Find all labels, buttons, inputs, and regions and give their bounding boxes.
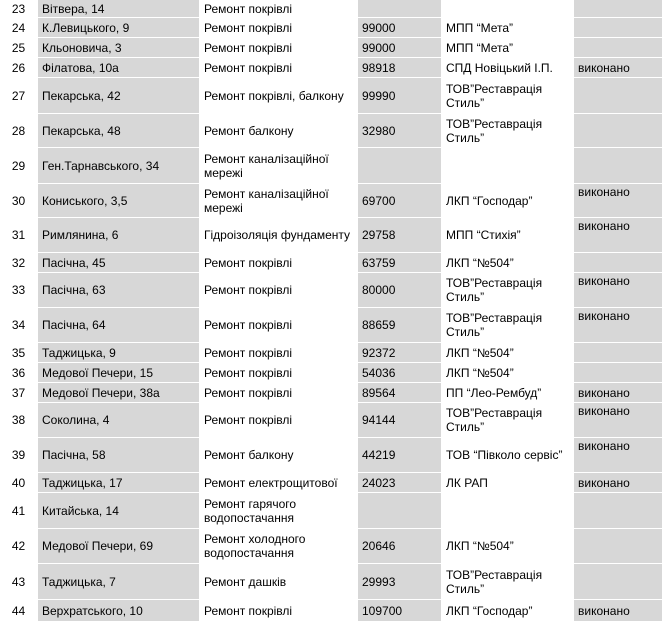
address-cell: Китайська, 14 xyxy=(38,493,200,529)
row-number: 43 xyxy=(0,564,38,600)
status-cell: виконано xyxy=(574,184,662,218)
work-type-cell: Ремонт покрівлі xyxy=(200,363,358,383)
table-row xyxy=(0,493,662,529)
amount-cell: 29993 xyxy=(358,564,442,600)
contractor-cell xyxy=(442,493,574,529)
row-number: 29 xyxy=(0,148,38,184)
contractor-cell: ЛК РАП xyxy=(442,473,574,493)
address-cell: Кониського, 3,5 xyxy=(38,184,200,218)
amount-cell: 89564 xyxy=(358,383,442,403)
table-row xyxy=(0,253,662,273)
status-cell xyxy=(574,148,662,184)
table-row xyxy=(0,564,662,600)
amount-cell: 44219 xyxy=(358,438,442,473)
contractor-cell: ПП “Лео-Рембуд” xyxy=(442,383,574,403)
table-row xyxy=(0,58,662,78)
address-cell: Римлянина, 6 xyxy=(38,218,200,253)
amount-cell: 109700 xyxy=(358,600,442,622)
table-row xyxy=(0,273,662,308)
status-cell xyxy=(574,38,662,58)
contractor-cell xyxy=(442,148,574,184)
status-cell: виконано xyxy=(574,403,662,438)
work-type-cell: Ремонт покрівлі, балкону xyxy=(200,78,358,114)
table-row xyxy=(0,184,662,218)
table-row xyxy=(0,148,662,184)
table-row xyxy=(0,343,662,363)
work-type-cell: Ремонт каналізаційної мережі xyxy=(200,184,358,218)
table-row xyxy=(0,38,662,58)
amount-cell: 63759 xyxy=(358,253,442,273)
work-type-cell: Ремонт балкону xyxy=(200,438,358,473)
amount-cell xyxy=(358,493,442,529)
row-number: 39 xyxy=(0,438,38,473)
contractor-cell: ТОВ”Реставрація Стиль” xyxy=(442,78,574,114)
row-number: 40 xyxy=(0,473,38,493)
status-cell xyxy=(574,18,662,38)
status-cell xyxy=(574,493,662,529)
amount-cell: 98918 xyxy=(358,58,442,78)
amount-cell: 32980 xyxy=(358,114,442,148)
contractor-cell: ТОВ”Реставрація Стиль” xyxy=(442,114,574,148)
table-row xyxy=(0,0,662,18)
amount-cell xyxy=(358,0,442,18)
status-cell xyxy=(574,363,662,383)
work-type-cell: Ремонт гарячого водопостачання xyxy=(200,493,358,529)
contractor-cell: МПП “Мета” xyxy=(442,38,574,58)
address-cell: Таджицька, 17 xyxy=(38,473,200,493)
contractor-cell: ТОВ “Півколо сервіс” xyxy=(442,438,574,473)
work-type-cell: Ремонт покрівлі xyxy=(200,0,358,18)
amount-cell: 94144 xyxy=(358,403,442,438)
contractor-cell: ТОВ”Реставрація Стиль” xyxy=(442,403,574,438)
work-type-cell: Гідроізоляція фундаменту xyxy=(200,218,358,253)
work-type-cell: Ремонт каналізаційної мережі xyxy=(200,148,358,184)
address-cell: Філатова, 10а xyxy=(38,58,200,78)
row-number: 38 xyxy=(0,403,38,438)
status-cell xyxy=(574,0,662,18)
table-row xyxy=(0,529,662,564)
address-cell: Пасічна, 64 xyxy=(38,308,200,343)
contractor-cell: МПП “Мета” xyxy=(442,18,574,38)
contractor-cell: ЛКП “№504” xyxy=(442,343,574,363)
status-cell xyxy=(574,78,662,114)
table-row xyxy=(0,114,662,148)
row-number: 34 xyxy=(0,308,38,343)
amount-cell: 24023 xyxy=(358,473,442,493)
amount-cell: 92372 xyxy=(358,343,442,363)
work-type-cell: Ремонт балкону xyxy=(200,114,358,148)
work-type-cell: Ремонт покрівлі xyxy=(200,18,358,38)
address-cell: Верхратського, 10 xyxy=(38,600,200,622)
row-number: 24 xyxy=(0,18,38,38)
status-cell xyxy=(574,529,662,564)
status-cell: виконано xyxy=(574,308,662,343)
address-cell: Пекарська, 48 xyxy=(38,114,200,148)
row-number: 33 xyxy=(0,273,38,308)
contractor-cell: ТОВ”Реставрація Стиль” xyxy=(442,308,574,343)
table-row xyxy=(0,403,662,438)
address-cell: Медової Печери, 38а xyxy=(38,383,200,403)
work-type-cell: Ремонт покрівлі xyxy=(200,600,358,622)
amount-cell: 99000 xyxy=(358,18,442,38)
address-cell: Медової Печери, 15 xyxy=(38,363,200,383)
status-cell: виконано xyxy=(574,600,662,622)
contractor-cell: МПП “Стихія” xyxy=(442,218,574,253)
contractor-cell: ЛКП “№504” xyxy=(442,529,574,564)
amount-cell: 99990 xyxy=(358,78,442,114)
work-type-cell: Ремонт холодного водопостачання xyxy=(200,529,358,564)
row-number: 32 xyxy=(0,253,38,273)
address-cell: Пасічна, 58 xyxy=(38,438,200,473)
address-cell: Кльоновича, 3 xyxy=(38,38,200,58)
contractor-cell: ЛКП “Господар” xyxy=(442,184,574,218)
address-cell: Таджицька, 7 xyxy=(38,564,200,600)
table-row xyxy=(0,308,662,343)
row-number: 42 xyxy=(0,529,38,564)
amount-cell: 69700 xyxy=(358,184,442,218)
address-cell: Вітвера, 14 xyxy=(38,0,200,18)
contractor-cell: ТОВ”Реставрація Стиль” xyxy=(442,273,574,308)
status-cell xyxy=(574,343,662,363)
amount-cell: 99000 xyxy=(358,38,442,58)
work-type-cell: Ремонт покрівлі xyxy=(200,58,358,78)
amount-cell: 29758 xyxy=(358,218,442,253)
row-number: 30 xyxy=(0,184,38,218)
row-number: 26 xyxy=(0,58,38,78)
status-cell: виконано xyxy=(574,383,662,403)
contractor-cell: ТОВ”Реставрація Стиль” xyxy=(442,564,574,600)
row-number: 28 xyxy=(0,114,38,148)
table-row xyxy=(0,600,662,622)
address-cell: Соколина, 4 xyxy=(38,403,200,438)
row-number: 35 xyxy=(0,343,38,363)
table-row xyxy=(0,383,662,403)
status-cell xyxy=(574,564,662,600)
address-cell: К.Левицького, 9 xyxy=(38,18,200,38)
address-cell: Медової Печери, 69 xyxy=(38,529,200,564)
row-number: 25 xyxy=(0,38,38,58)
work-type-cell: Ремонт покрівлі xyxy=(200,38,358,58)
status-cell: виконано xyxy=(574,58,662,78)
amount-cell: 54036 xyxy=(358,363,442,383)
status-cell: виконано xyxy=(574,218,662,253)
work-type-cell: Ремонт дашків xyxy=(200,564,358,600)
work-type-cell: Ремонт покрівлі xyxy=(200,383,358,403)
contractor-cell: ЛКП “Господар” xyxy=(442,600,574,622)
status-cell: виконано xyxy=(574,473,662,493)
row-number: 31 xyxy=(0,218,38,253)
table-row xyxy=(0,473,662,493)
status-cell: виконано xyxy=(574,273,662,308)
row-number: 23 xyxy=(0,0,38,18)
work-type-cell: Ремонт покрівлі xyxy=(200,308,358,343)
contractor-cell: ЛКП “№504” xyxy=(442,253,574,273)
table-row xyxy=(0,78,662,114)
amount-cell: 88659 xyxy=(358,308,442,343)
status-cell xyxy=(574,114,662,148)
table-row xyxy=(0,18,662,38)
row-number: 37 xyxy=(0,383,38,403)
status-cell xyxy=(574,253,662,273)
row-number: 27 xyxy=(0,78,38,114)
work-type-cell: Ремонт покрівлі xyxy=(200,343,358,363)
table-row xyxy=(0,363,662,383)
contractor-cell: СПД Новіцький І.П. xyxy=(442,58,574,78)
work-type-cell: Ремонт покрівлі xyxy=(200,273,358,308)
address-cell: Ген.Тарнавського, 34 xyxy=(38,148,200,184)
address-cell: Пекарська, 42 xyxy=(38,78,200,114)
amount-cell xyxy=(358,148,442,184)
status-cell: виконано xyxy=(574,438,662,473)
row-number: 44 xyxy=(0,600,38,622)
work-type-cell: Ремонт покрівлі xyxy=(200,253,358,273)
amount-cell: 20646 xyxy=(358,529,442,564)
table-row xyxy=(0,438,662,473)
work-type-cell: Ремонт електрощитової xyxy=(200,473,358,493)
address-cell: Пасічна, 45 xyxy=(38,253,200,273)
address-cell: Пасічна, 63 xyxy=(38,273,200,308)
contractor-cell: ЛКП “№504” xyxy=(442,363,574,383)
address-cell: Таджицька, 9 xyxy=(38,343,200,363)
contractor-cell xyxy=(442,0,574,18)
work-type-cell: Ремонт покрівлі xyxy=(200,403,358,438)
row-number: 36 xyxy=(0,363,38,383)
row-number: 41 xyxy=(0,493,38,529)
amount-cell: 80000 xyxy=(358,273,442,308)
table-row xyxy=(0,218,662,253)
